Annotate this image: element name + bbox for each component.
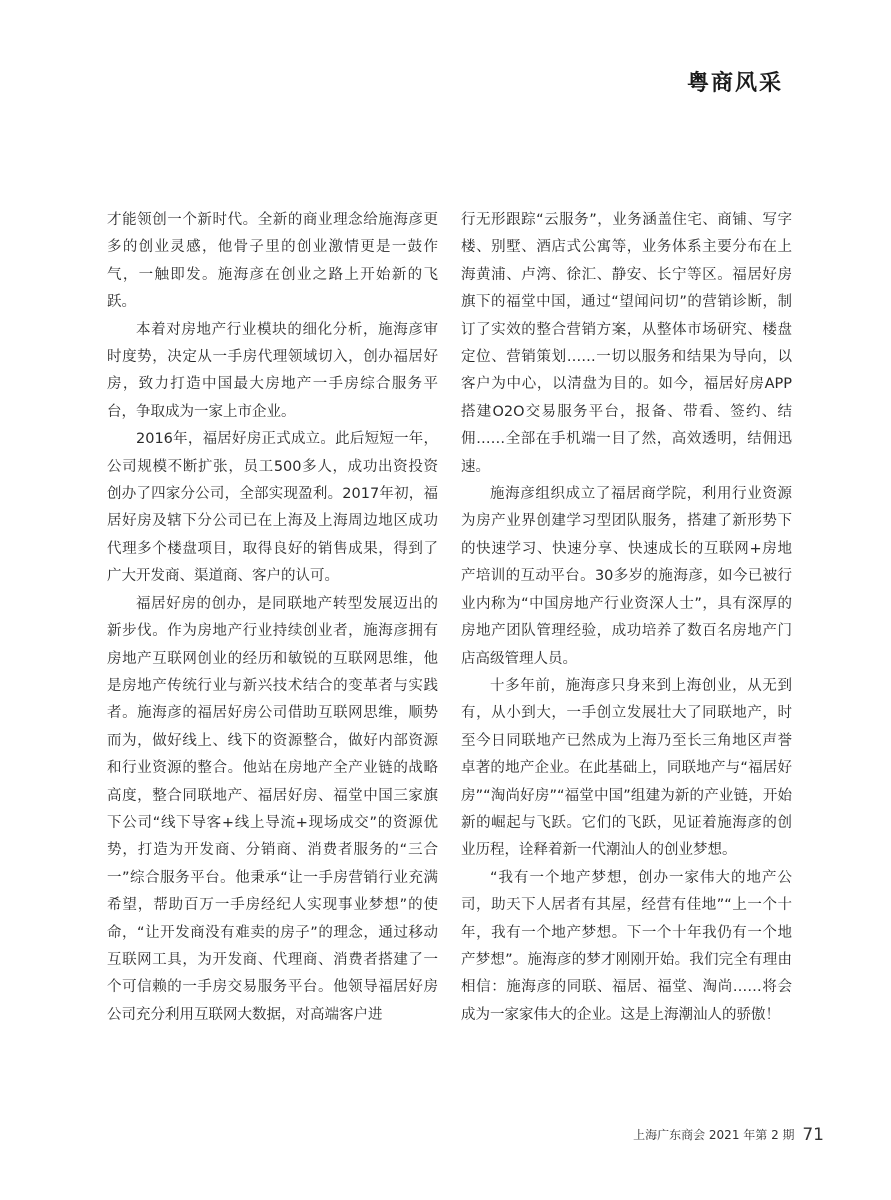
paragraph: 才能领创一个新时代。全新的商业理念给施海彦更多的创业灵感，他骨子里的创业激情更是一鼓作气，一触即发。施海彦在创业之路上开始新的飞跃。 xyxy=(107,212,438,311)
paragraph: 本着对房地产行业模块的细化分析，施海彦审时度势，决定从一手房代理领域切入，创办福居好房，致力打造中国最大房地产一手房综合服务平台，争取成为一家上市企业。 xyxy=(107,321,438,420)
paragraph: 施海彦组织成立了福居商学院，利用行业资源为房产业界创建学习型团队服务，搭建了新形势下的快速学习、快速分享、快速成长的互联网+房地产培训的互动平台。30多岁的施海彦，如今已被行业内称为“中国房地产行业资深人士”，具有深厚的房地产团队管理经验，成功培养了数百名房地产门店高级管理人员。 xyxy=(461,486,792,667)
article-column-right xyxy=(461,207,792,1029)
article-column-left xyxy=(107,207,438,1029)
page-footer xyxy=(633,1125,824,1145)
publication-info: 上海广东商会 2021 年第 2 期 xyxy=(633,1128,795,1142)
paragraph: 行无形跟踪“云服务”，业务涵盖住宅、商铺、写字楼、别墅、酒店式公寓等，业务体系主要分布在上海黄浦、卢湾、徐汇、静安、长宁等区。福居好房旗下的福堂中国，通过“望闻问切”的营销诊断，制订了实效的整合营销方案，从整体市场研究、楼盘定位、营销策划……一切以服务和结果为导向，以客户为中心，以清盘为目的。如今，福居好房APP搭建O2O交易服务平台，报备、带看、签约、结佣……全部在手机端一目了然，高效透明，结佣迅速。 xyxy=(461,212,792,475)
paragraph: 十多年前，施海彦只身来到上海创业，从无到有，从小到大，一手创立发展壮大了同联地产，时至今日同联地产已然成为上海乃至长三角地区声誉卓著的地产企业。在此基础上，同联地产与“福居好房”“淘尚好房”“福堂中国”组建为新的产业链，开始新的崛起与飞跃。它们的飞跃，见证着施海彦的创业历程，诠释着新一代潮汕人的创业梦想。 xyxy=(461,677,792,859)
paragraph: 2016年，福居好房正式成立。此后短短一年，公司规模不断扩张，员工500多人，成功出资投资创办了四家分公司，全部实现盈利。2017年初，福居好房及辖下分公司已在上海及上海周边地区成功代理多个楼盘项目，取得良好的销售成果，得到了广大开发商、渠道商、客户的认可。 xyxy=(107,431,438,585)
page-number: 71 xyxy=(802,1125,824,1145)
paragraph: “我有一个地产梦想，创办一家伟大的地产公司，助天下人居者有其屋，经营有佳地”“上一个十年，我有一个地产梦想。下一个十年我仍有一个地产梦想”。施海彦的梦才刚刚开始。我们完全有理由相信：施海彦的同联、福居、福堂、淘尚……将会成为一家家伟大的企业。这是上海潮汕人的骄傲！ xyxy=(461,869,792,1023)
paragraph: 福居好房的创办，是同联地产转型发展迈出的新步伐。作为房地产行业持续创业者，施海彦拥有房地产互联网创业的经历和敏锐的互联网思维，他是房地产传统行业与新兴技术结合的变革者与实践者。施海彦的福居好房公司借助互联网思维，顺势而为，做好线上、线下的资源整合，做好内部资源和行业资源的整合。他站在房地产全产业链的战略高度，整合同联地产、福居好房、福堂中国三家旗下公司“线下导客+线上导流+现场成交”的资源优势，打造为开发商、分销商、消费者服务的“三合一”综合服务平台。他秉承“让一手房营销行业充满希望，帮助百万一手房经纪人实现事业梦想”的使命，“让开发商没有难卖的房子”的理念，通过移动互联网工具，为开发商、代理商、消费者搭建了一个可信赖的一手房交易服务平台。他领导福居好房公司充分利用互联网大数据，对高端客户进 xyxy=(107,595,438,1023)
section-title: 粤商风采 xyxy=(686,71,783,96)
